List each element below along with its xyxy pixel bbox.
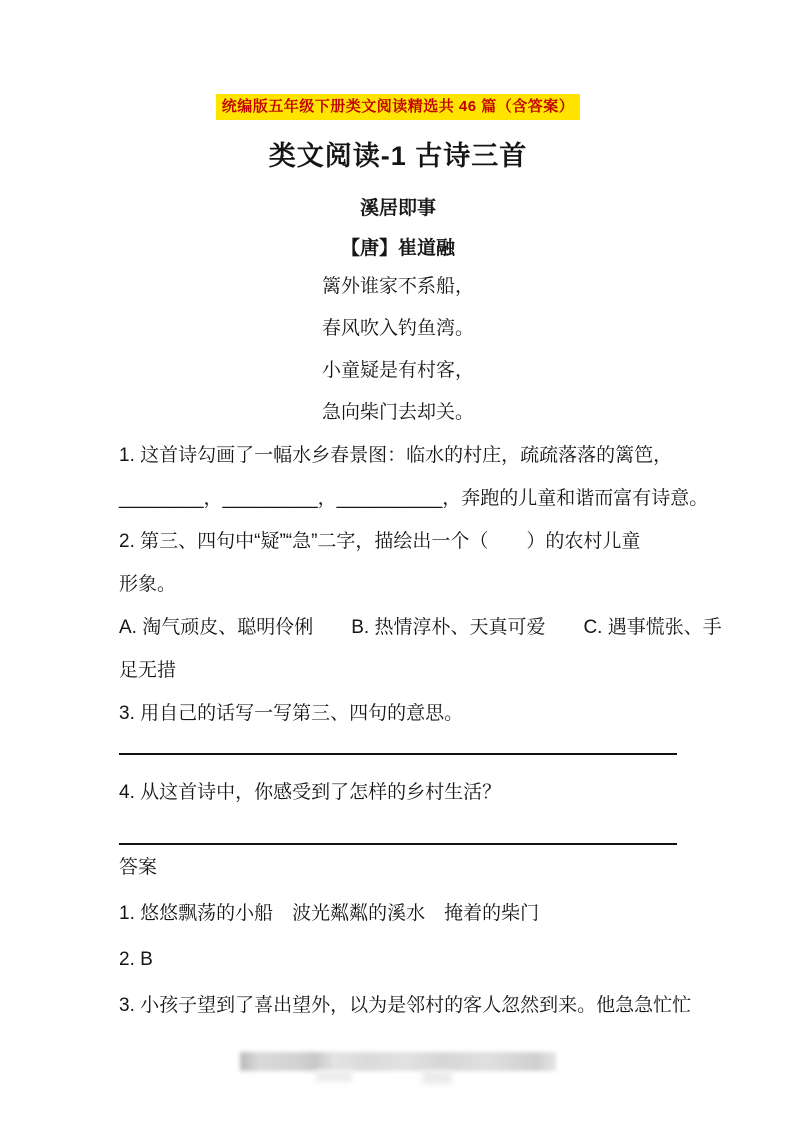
poem-line-1: 篱外谁家不系船， <box>321 276 474 297</box>
page-title: 类文阅读-1 古诗三首 <box>268 141 528 171</box>
answer-3: 3. 小孩子望到了喜出望外，以为是邻村的客人忽然到来。他急急忙忙 <box>119 995 692 1016</box>
answers-section <box>119 846 692 1027</box>
question-1-line-1: 1. 这首诗勾画了一幅水乡春景图：临水的村庄，疏疏落落的篱笆， <box>119 445 673 466</box>
page-content <box>119 0 722 1027</box>
poem-title: 溪居即事 <box>359 198 436 219</box>
answers-heading: 答案 <box>119 857 158 878</box>
question-4: 4. 从这首诗中，你感受到了怎样的乡村生活？ <box>119 782 502 803</box>
question-2-line-1: 2. 第三、四句中“疑”“急”二字，描绘出一个（ ）的农村儿童 <box>119 531 641 552</box>
question-2-options-line-1: A. 淘气顽皮、聪明伶俐 B. 热情淳朴、天真可爱 C. 遇事慌张、手 <box>119 617 722 638</box>
question-3: 3. 用自己的话写一写第三、四句的意思。 <box>119 703 464 724</box>
poem-line-3: 小童疑是有村客， <box>321 360 474 381</box>
blurred-watermark-smudge-left <box>316 1070 352 1082</box>
answer-1: 1. 悠悠飘荡的小船 波光粼粼的溪水 掩着的柴门 <box>119 903 540 924</box>
poem-line-4: 急向柴门去却关。 <box>321 402 474 423</box>
blurred-watermark-smudge-right <box>422 1070 452 1084</box>
poem-body <box>119 266 677 434</box>
poem-line-2: 春风吹入钓鱼湾。 <box>321 318 474 339</box>
question-2-options-line-2: 足无措 <box>119 660 177 681</box>
question-2-line-2: 形象。 <box>119 574 177 595</box>
question-1-line-2: ________，_________，__________，奔跑的儿童和谐而富有诗意。 <box>119 488 709 509</box>
header-notice: 统编版五年级下册类文阅读精选共 46 篇（含答案） <box>216 94 581 120</box>
header-notice-row <box>119 94 677 120</box>
divider-line-2 <box>119 843 677 845</box>
blurred-watermark <box>240 1052 556 1071</box>
questions-section <box>119 434 722 845</box>
answer-2: 2. B <box>119 949 153 970</box>
poem-author: 【唐】崔道融 <box>340 238 455 259</box>
divider-line-1 <box>119 753 677 755</box>
